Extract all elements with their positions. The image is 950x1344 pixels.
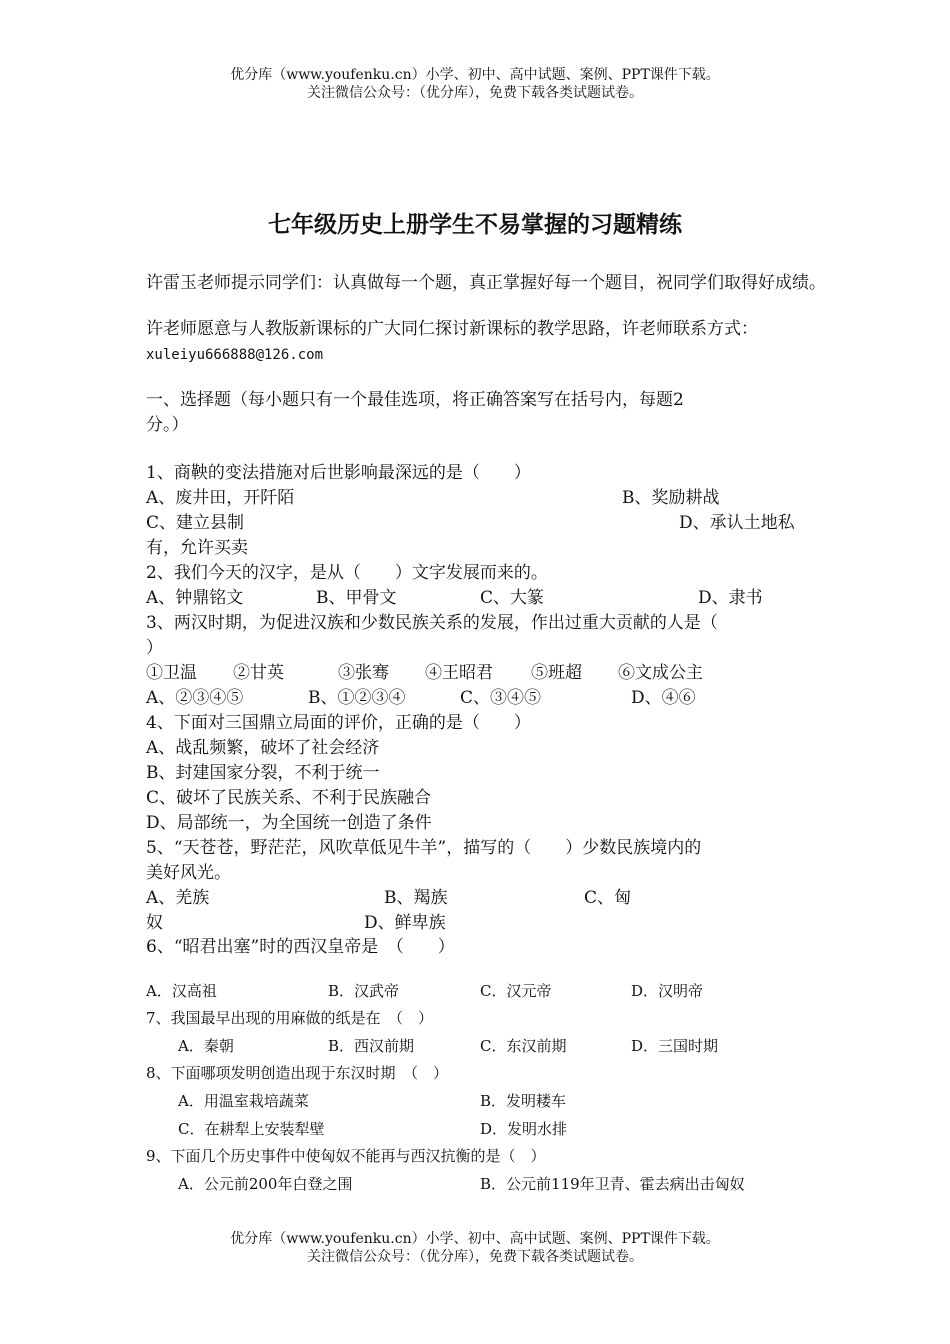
q3-choice-6: ⑥文成公主 [618, 663, 703, 683]
q7-option-a: A．秦朝 [178, 1037, 234, 1055]
q9-stem: 9、下面几个历史事件中使匈奴不能再与西汉抗衡的是（ ） [146, 1147, 546, 1165]
q4-option-a: A、战乱频繁，破坏了社会经济 [146, 738, 380, 758]
q5-option-a: A、羌族 [146, 888, 210, 908]
q5-option-d: D、鲜卑族 [364, 913, 446, 933]
q3-choice-4: ④王昭君 [425, 663, 493, 683]
q7-option-d: D．三国时期 [631, 1037, 719, 1055]
q3-choice-5: ⑤班超 [531, 663, 582, 683]
q5-stem: 5、“天苍苍，野茫茫，风吹草低见牛羊”，描写的（ ）少数民族境内的 [146, 838, 702, 858]
q6-option-c: C．汉元帝 [480, 982, 552, 1000]
q7-option-b: B．西汉前期 [328, 1037, 415, 1055]
q3-stem: 3、两汉时期，为促进汉族和少数民族关系的发展，作出过重大贡献的人是（ [146, 613, 718, 633]
page-header [0, 66, 950, 102]
q2-option-c: C、大篆 [480, 588, 545, 608]
q4-option-b: B、封建国家分裂，不利于统一 [146, 763, 380, 783]
q3-option-b: B、①②③④ [308, 688, 406, 708]
q6-option-a: A．汉高祖 [146, 982, 217, 1000]
q8-option-a: A．用温室栽培蔬菜 [178, 1092, 309, 1110]
q9-option-a: A．公元前200年白登之围 [178, 1175, 353, 1193]
q2-option-d: D、隶书 [698, 588, 763, 608]
q1-option-c: C、建立县制 [146, 513, 245, 533]
q3-option-d: D、④⑥ [631, 688, 696, 708]
header-line-2: 关注微信公众号：（优分库），免费下载各类试题试卷。 [307, 85, 643, 101]
q2-option-b: B、甲骨文 [316, 588, 397, 608]
q3-choice-1: ①卫温 [146, 663, 197, 683]
q7-stem: 7、我国最早出现的用麻做的纸是在 （ ） [146, 1009, 434, 1027]
q2-stem: 2、我们今天的汉字，是从（ ）文字发展而来的。 [146, 563, 548, 583]
q6-stem: 6、“昭君出塞”时的西汉皇帝是 （ ） [146, 937, 455, 957]
q4-stem: 4、下面对三国鼎立局面的评价，正确的是（ ） [146, 713, 531, 733]
q5-stem-cont: 美好风光。 [146, 863, 231, 883]
q5-option-c: C、匈 [584, 888, 632, 908]
q7-option-c: C．东汉前期 [480, 1037, 567, 1055]
q3-choice-3: ③张骞 [338, 663, 389, 683]
q3-option-c: C、③④⑤ [460, 688, 542, 708]
q6-option-b: B．汉武帝 [328, 982, 400, 1000]
q4-option-d: D、局部统一，为全国统一创造了条件 [146, 813, 432, 833]
q8-option-c: C．在耕犁上安装犁壁 [178, 1120, 325, 1138]
section-heading-line-2: 分。） [146, 415, 189, 435]
section-heading-line-1: 一、选择题（每小题只有一个最佳选项，将正确答案写在括号内，每题2 [146, 390, 684, 410]
intro-line-2: 许老师愿意与人教版新课标的广大同仁探讨新课标的教学思路，许老师联系方式： [146, 319, 758, 339]
q1-option-a: A、废井田，开阡陌 [146, 488, 295, 508]
intro-line-1: 许雷玉老师提示同学们：认真做每一个题，真正掌握好每一个题目，祝同学们取得好成绩。 [146, 273, 826, 293]
q1-option-d-cont: 有，允许买卖 [146, 538, 248, 558]
q5-option-b: B、羯族 [384, 888, 448, 908]
footer-line-1: 优分库（www.youfenku.cn）小学、初中、高中试题、案例、PPT课件下载。 [230, 1231, 720, 1247]
q1-option-d: D、承认土地私 [679, 513, 795, 533]
q6-option-d: D．汉明帝 [631, 982, 704, 1000]
footer-line-2: 关注微信公众号：（优分库），免费下载各类试题试卷。 [307, 1249, 643, 1265]
header-line-1: 优分库（www.youfenku.cn）小学、初中、高中试题、案例、PPT课件下载。 [230, 67, 720, 83]
document-title: 七年级历史上册学生不易掌握的习题精练 [268, 212, 682, 238]
page-footer [0, 1230, 950, 1266]
q5-option-c-cont: 奴 [146, 913, 163, 933]
q8-option-b: B．发明耧车 [480, 1092, 567, 1110]
q3-choice-2: ②甘英 [233, 663, 284, 683]
q4-option-c: C、破坏了民族关系、不利于民族融合 [146, 788, 432, 808]
q1-option-b: B、奖励耕战 [622, 488, 720, 508]
q9-option-b: B．公元前119年卫青、霍去病出击匈奴 [480, 1175, 745, 1193]
q8-stem: 8、下面哪项发明创造出现于东汉时期 （ ） [146, 1064, 449, 1082]
q8-option-d: D．发明水排 [480, 1120, 568, 1138]
q1-stem: 1、商鞅的变法措施对后世影响最深远的是（ ） [146, 463, 531, 483]
q3-stem-cont: ） [146, 638, 163, 658]
contact-email: xuleiyu666888@126.com [146, 347, 324, 363]
q3-option-a: A、②③④⑤ [146, 688, 244, 708]
q2-option-a: A、钟鼎铭文 [146, 588, 244, 608]
